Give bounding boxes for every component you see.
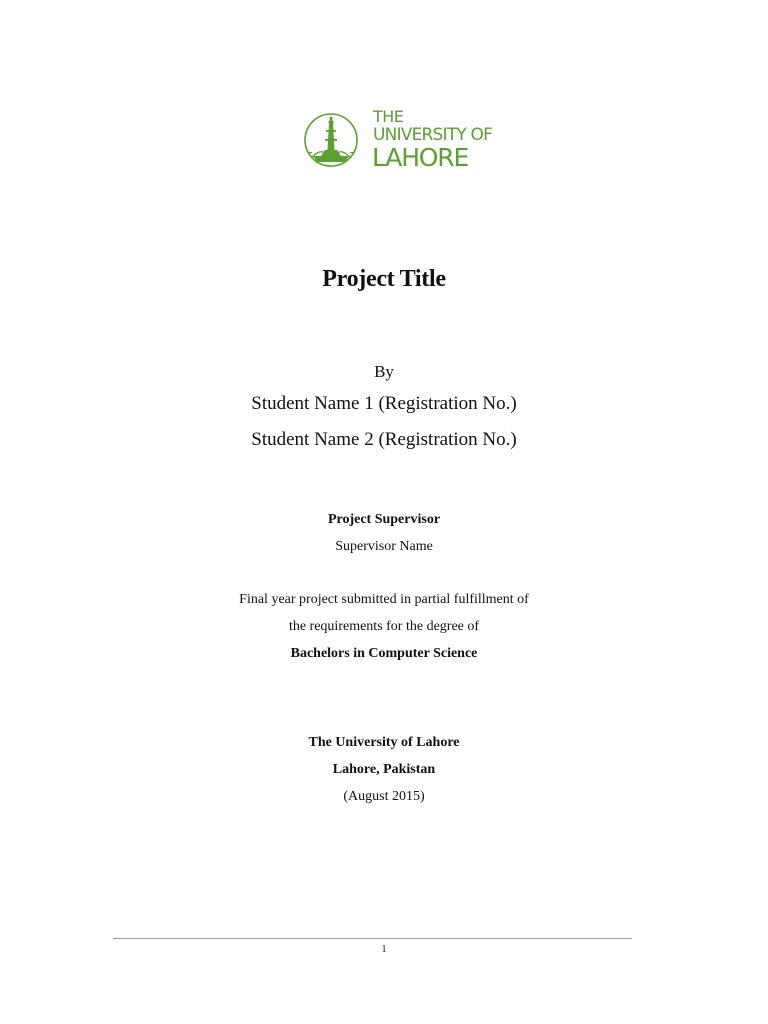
logo-line-lahore: LAHORE xyxy=(372,143,469,172)
page-number: 1 xyxy=(381,944,387,955)
submission-date: (August 2015) xyxy=(343,789,425,804)
university-logo xyxy=(303,108,513,174)
logo-line-university: UNIVERSITY OF xyxy=(373,125,493,145)
supervisor-name: Supervisor Name xyxy=(335,539,433,554)
logo-line-the: THE xyxy=(373,107,404,126)
university-location: Lahore, Pakistan xyxy=(332,762,436,777)
supervisor-heading: Project Supervisor xyxy=(327,512,441,527)
project-title: Project Title xyxy=(322,266,446,292)
submission-line-1: Final year project submitted in partial fulfillment of xyxy=(239,592,529,607)
university-name: The University of Lahore xyxy=(308,735,460,750)
student-name-2: Student Name 2 (Registration No.) xyxy=(251,429,517,450)
footer-divider xyxy=(113,938,632,939)
by-label: By xyxy=(374,362,394,381)
submission-line-2: the requirements for the degree of xyxy=(288,619,480,634)
degree-name: Bachelors in Computer Science xyxy=(290,646,478,661)
student-name-1: Student Name 1 (Registration No.) xyxy=(251,393,517,414)
